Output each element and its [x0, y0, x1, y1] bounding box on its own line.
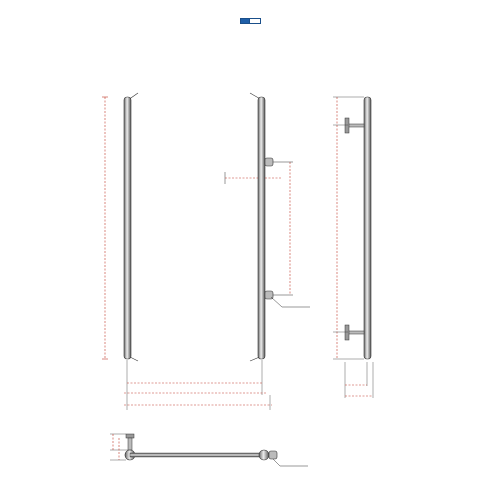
- top-wall-plate: [126, 434, 134, 438]
- side-bottom-bracket: [348, 331, 364, 334]
- top-view: [110, 434, 308, 466]
- side-top-wall-plate: [345, 118, 349, 133]
- right-vertical-pipe: [258, 97, 265, 359]
- left-vertical-pipe: [124, 97, 131, 359]
- top-right-pipe: [259, 450, 269, 460]
- side-top-bracket: [348, 124, 364, 127]
- front-view: [102, 93, 310, 410]
- top-bracket: [128, 438, 132, 450]
- side-view: [333, 97, 373, 398]
- top-rung: [130, 453, 264, 457]
- side-bottom-wall-plate: [345, 325, 349, 340]
- side-vertical-pipe: [364, 97, 371, 359]
- top-side-connection-view: [269, 451, 277, 459]
- top-side-connection: [265, 158, 273, 166]
